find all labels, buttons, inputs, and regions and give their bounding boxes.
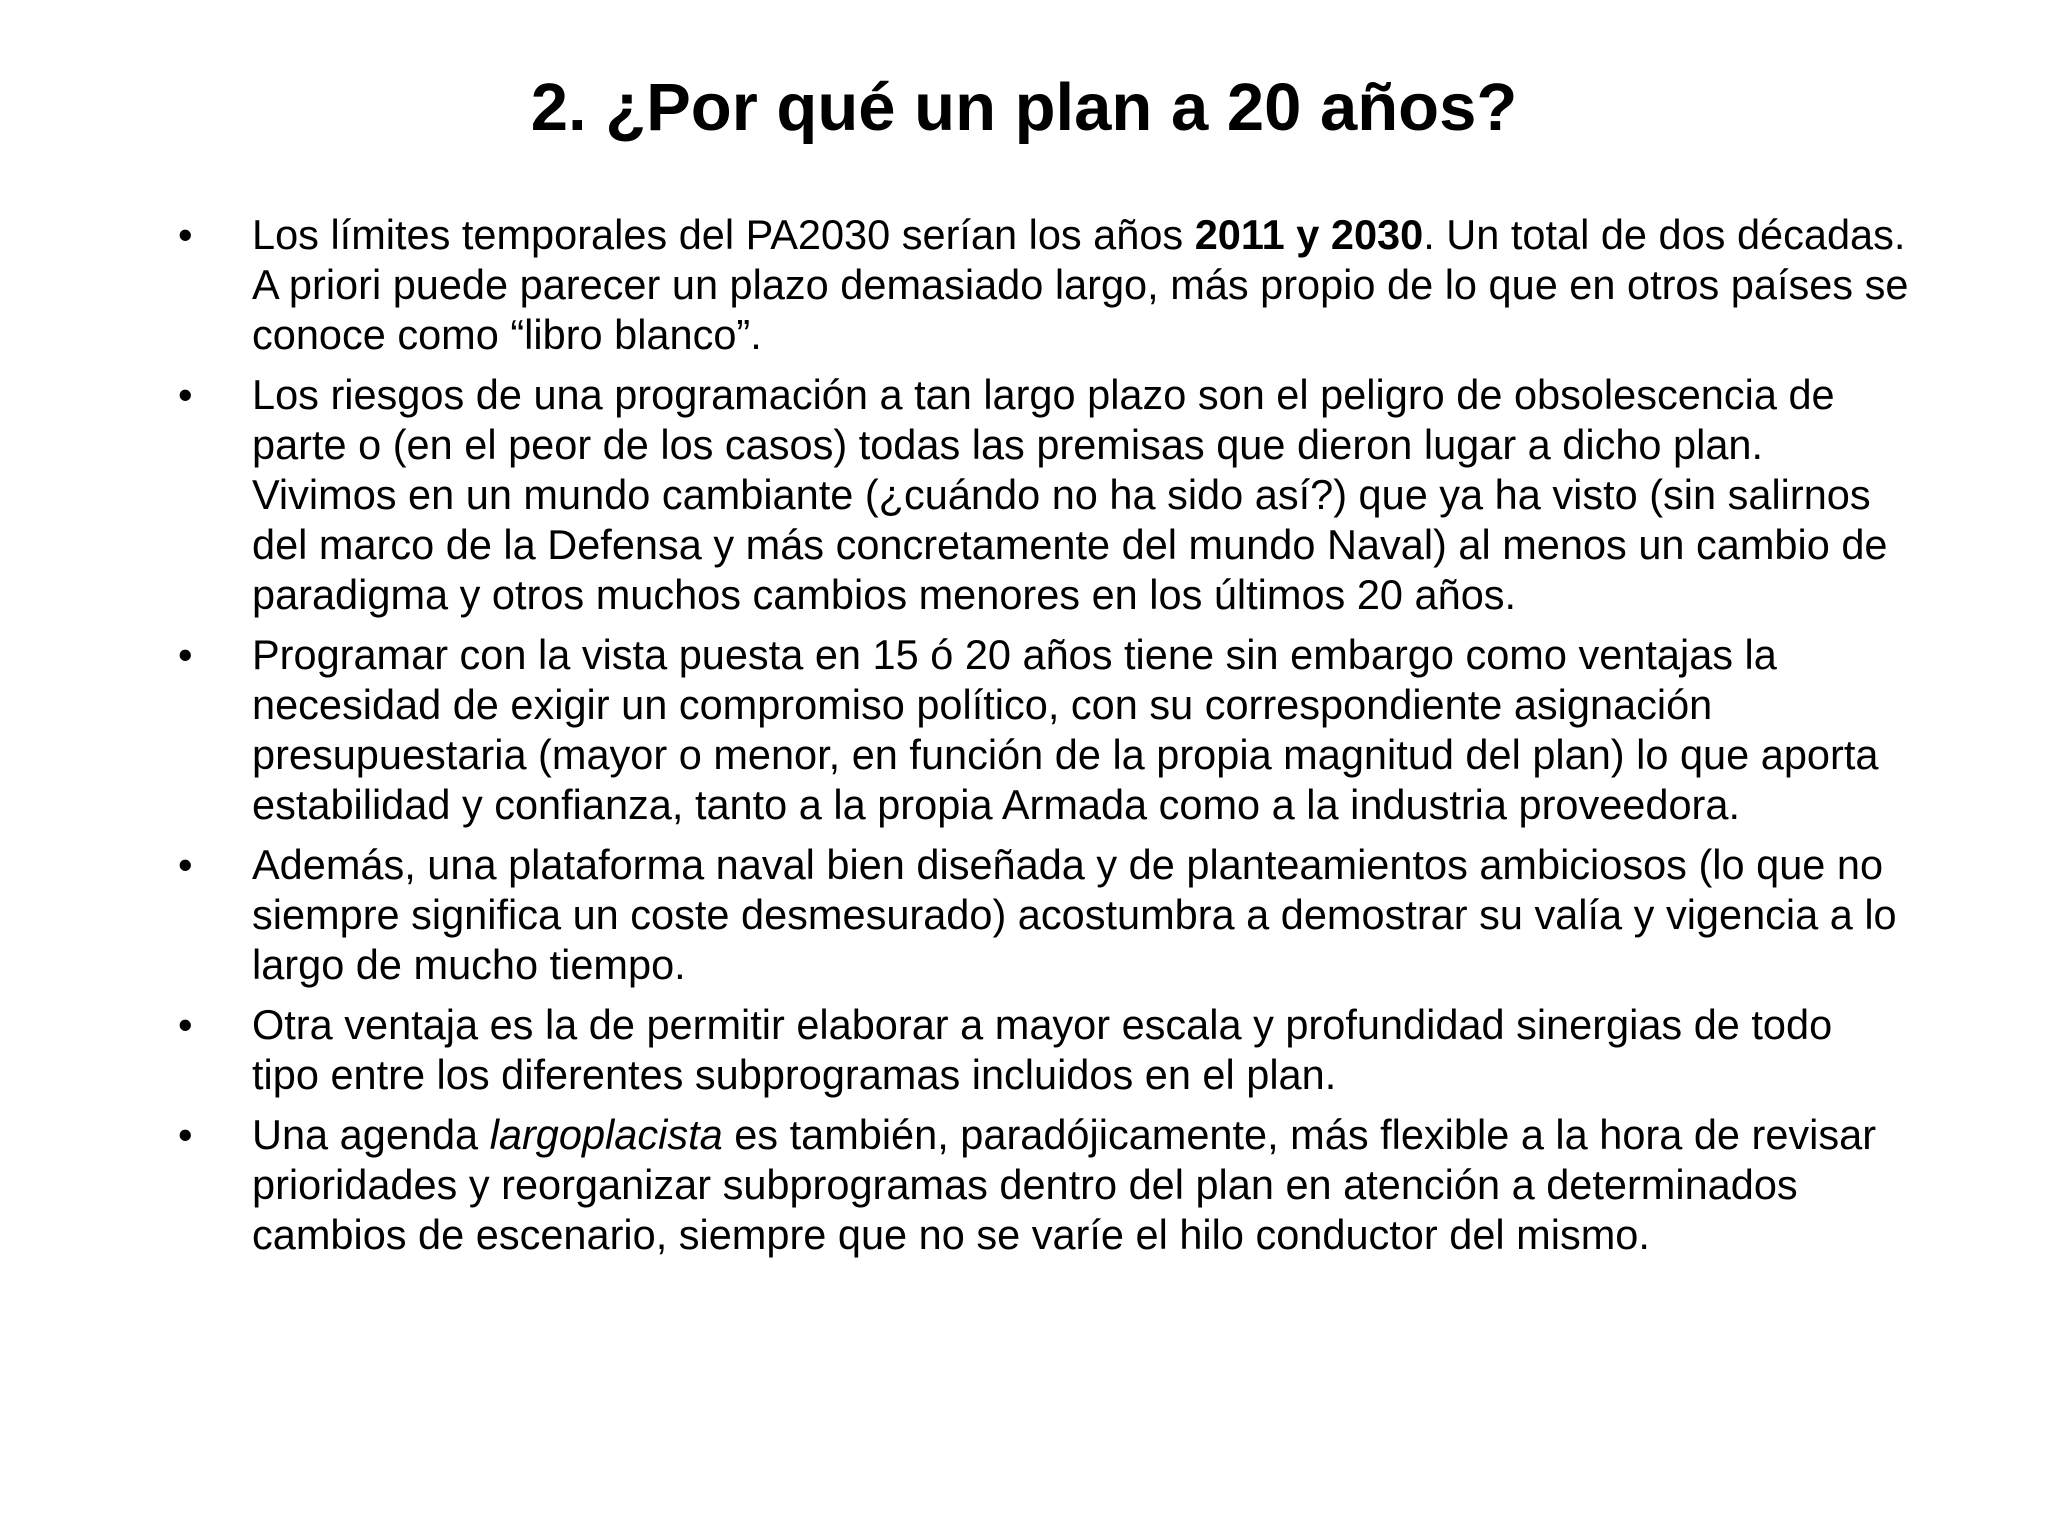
bullet-marker: • (178, 371, 193, 418)
slide-title: 2. ¿Por qué un plan a 20 años? (530, 70, 1518, 145)
bullet-marker: • (178, 1001, 193, 1048)
bullet-marker: • (178, 211, 193, 258)
bullet-item (170, 840, 1910, 990)
bullet-item (170, 1110, 1910, 1260)
bullet-text-segment: es también, paradójicamente, más flexible a la hora de revisar prioridades y reorganizar subprogramas dentro del plan en atención a determinados cambios de escenario, siempre que no se varíe el hilo conductor del mismo. (252, 1111, 1877, 1258)
bullet-text-segment: Los límites temporales del PA2030 serían los años (252, 211, 1195, 258)
bullet-text: Además, una plataforma naval bien diseñada y de planteamientos ambiciosos (lo que no siempre significa un coste desmesurado) acostumbra a demostrar su valía y vigencia a lo largo de mucho tiempo. (252, 841, 1897, 988)
bullet-bold-years: 2011 y 2030 (1194, 211, 1424, 258)
bullet-text-segment: . Un total de dos décadas. A priori puede parecer un plazo demasiado largo, más propio de lo que en otros países se conoce como “libro blanco”. (252, 211, 1909, 358)
bullet-item (170, 210, 1910, 360)
bullet-marker: • (178, 631, 193, 678)
bullet-text-segment: Una agenda (252, 1111, 490, 1158)
bullet-item (170, 1000, 1910, 1100)
bullet-italic-term: largoplacista (489, 1111, 723, 1158)
bullet-text (252, 211, 1908, 358)
bullet-text: Los riesgos de una programación a tan largo plazo son el peligro de obsolescencia de parte o (en el peor de los casos) todas las premisas que dieron lugar a dicho plan. Vivimos en un mundo cambiante (¿cuándo no ha sido así?) que ya ha visto (sin salirnos del marco de la Defensa y más concretamente del mundo Naval) al menos un cambio de paradigma y otros muchos cambios menores en los últimos 20 años. (252, 371, 1888, 618)
bullet-list (170, 210, 1910, 1270)
bullet-text: Otra ventaja es la de permitir elaborar a mayor escala y profundidad sinergias de todo tipo entre los diferentes subprogramas incluidos en el plan. (252, 1001, 1833, 1098)
bullet-marker: • (178, 841, 193, 888)
bullet-text: Programar con la vista puesta en 15 ó 20 años tiene sin embargo como ventajas la necesidad de exigir un compromiso político, con su correspondiente asignación presupuestaria (mayor o menor, en función de la propia magnitud del plan) lo que aporta estabilidad y confianza, tanto a la propia Armada como a la industria proveedora. (252, 631, 1879, 828)
bullet-item (170, 370, 1910, 620)
bullet-item (170, 630, 1910, 830)
bullet-text (252, 1111, 1876, 1258)
bullet-marker: • (178, 1111, 193, 1158)
